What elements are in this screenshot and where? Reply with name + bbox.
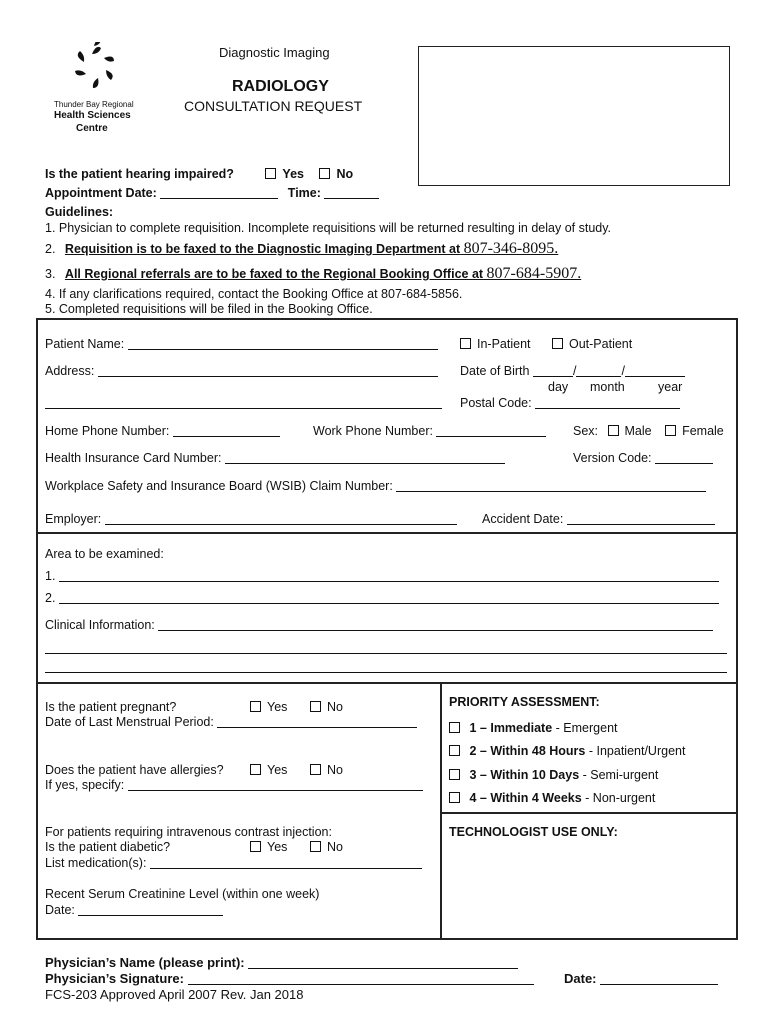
- dob-year-field[interactable]: [625, 365, 685, 377]
- health-card-row: Health Insurance Card Number:: [45, 451, 505, 465]
- department-label: Diagnostic Imaging: [219, 45, 330, 60]
- form-subtitle: CONSULTATION REQUEST: [184, 98, 363, 114]
- wsib-field[interactable]: [396, 480, 706, 492]
- physician-name-field[interactable]: [248, 957, 518, 969]
- hearing-no-checkbox[interactable]: [319, 168, 330, 179]
- physician-name-row: Physician’s Name (please print):: [45, 955, 518, 970]
- allergies-question: Does the patient have allergies? Yes No: [45, 763, 343, 777]
- address-row: Address:: [45, 364, 438, 378]
- allergies-specify-field[interactable]: [128, 779, 423, 791]
- clinical-info-row: Clinical Information:: [45, 618, 713, 632]
- priority-2-checkbox[interactable]: [449, 745, 460, 756]
- address-field-2[interactable]: [45, 396, 442, 410]
- physician-signature-row: Physician’s Signature:: [45, 971, 534, 986]
- guideline-3: 3. All Regional referrals are to be faxed to the Regional Booking Office at 807-684-5907.: [45, 265, 582, 282]
- area-examined-label: Area to be examined:: [45, 547, 164, 561]
- out-patient-checkbox[interactable]: [552, 338, 563, 349]
- dob-year-label: year: [658, 380, 683, 394]
- priority-heading: PRIORITY ASSESSMENT:: [449, 695, 600, 709]
- pregnant-yes-checkbox[interactable]: [250, 701, 261, 712]
- version-code-field[interactable]: [655, 452, 713, 464]
- medications-field[interactable]: [150, 857, 422, 869]
- creatinine-date-row: Date:: [45, 903, 223, 917]
- signature-date-row: Date:: [564, 971, 718, 986]
- wsib-row: Workplace Safety and Insurance Board (WSIB) Claim Number:: [45, 479, 706, 493]
- guideline-2: 2. Requisition is to be faxed to the Diagnostic Imaging Department at 807-346-8095.: [45, 240, 559, 257]
- appointment-time-field[interactable]: [324, 187, 379, 199]
- allergies-no-checkbox[interactable]: [310, 764, 321, 775]
- hospital-logo: [50, 42, 142, 138]
- form-title: RADIOLOGY: [232, 78, 329, 95]
- patient-name-field[interactable]: [128, 338, 438, 350]
- accident-date-row: Accident Date:: [482, 512, 715, 526]
- form-code: FCS-203 Approved April 2007 Rev. Jan 2018: [45, 987, 304, 1002]
- signature-date-field[interactable]: [600, 973, 718, 985]
- clinical-info-line-3[interactable]: [45, 660, 727, 674]
- logo-line-3: Centre: [76, 123, 108, 134]
- appointment-date-field[interactable]: [160, 187, 278, 199]
- logo-line-2: Health Sciences: [54, 110, 131, 121]
- patient-type-options: In-Patient Out-Patient: [460, 337, 632, 351]
- work-phone-row: Work Phone Number:: [313, 424, 546, 438]
- diabetic-no-checkbox[interactable]: [310, 841, 321, 852]
- guideline-4: 4. If any clarifications required, contact the Booking Office at 807-684-5856.: [45, 287, 463, 301]
- medications-row: List medication(s):: [45, 856, 422, 870]
- priority-3-checkbox[interactable]: [449, 769, 460, 780]
- area-item-2-field[interactable]: [59, 592, 719, 604]
- home-phone-row: Home Phone Number:: [45, 424, 280, 438]
- logo-line-1: Thunder Bay Regional: [54, 100, 134, 109]
- dob-month-label: month: [590, 380, 625, 394]
- in-patient-checkbox[interactable]: [460, 338, 471, 349]
- technologist-heading: TECHNOLOGIST USE ONLY:: [449, 825, 618, 839]
- area-item-1: 1.: [45, 569, 719, 583]
- guidelines-heading: Guidelines:: [45, 205, 114, 219]
- physician-signature-field[interactable]: [188, 973, 534, 985]
- health-card-field[interactable]: [225, 452, 505, 464]
- diabetic-yes-checkbox[interactable]: [250, 841, 261, 852]
- address-field-1[interactable]: [98, 365, 438, 377]
- sex-row: Sex: Male Female: [573, 424, 724, 438]
- creatinine-date-field[interactable]: [78, 904, 223, 916]
- allergies-specify-row: If yes, specify:: [45, 778, 423, 792]
- contrast-label: For patients requiring intravenous contrast injection:: [45, 825, 332, 839]
- dob-day-field[interactable]: [533, 365, 573, 377]
- patient-name-row: Patient Name:: [45, 337, 438, 351]
- home-phone-field[interactable]: [173, 425, 280, 437]
- logo-mark-icon: [50, 42, 142, 98]
- creatinine-label: Recent Serum Creatinine Level (within one week): [45, 887, 320, 901]
- dob-row: Date of Birth / /: [460, 364, 685, 378]
- priority-4-checkbox[interactable]: [449, 792, 460, 803]
- allergies-yes-checkbox[interactable]: [250, 764, 261, 775]
- guideline-1: 1. Physician to complete requisition. Incomplete requisitions will be returned resulting in delay of study.: [45, 221, 612, 235]
- lmp-field[interactable]: [217, 716, 417, 728]
- diabetic-question: Is the patient diabetic? Yes No: [45, 840, 343, 854]
- dob-month-field[interactable]: [576, 365, 621, 377]
- priority-option-3[interactable]: 3 – Within 10 Days - Semi-urgent: [449, 768, 658, 782]
- hearing-yes-checkbox[interactable]: [265, 168, 276, 179]
- work-phone-field[interactable]: [436, 425, 546, 437]
- clinical-info-field[interactable]: [158, 619, 713, 631]
- pregnant-no-checkbox[interactable]: [310, 701, 321, 712]
- hearing-impaired-question: Is the patient hearing impaired? Yes No: [45, 167, 354, 181]
- pregnant-question: Is the patient pregnant? Yes No: [45, 700, 343, 714]
- appointment-row: Appointment Date: Time:: [45, 186, 379, 200]
- priority-1-checkbox[interactable]: [449, 722, 460, 733]
- employer-row: Employer:: [45, 512, 457, 526]
- priority-option-4[interactable]: 4 – Within 4 Weeks - Non-urgent: [449, 791, 655, 805]
- postal-code-field[interactable]: [535, 397, 680, 409]
- guideline-5: 5. Completed requisitions will be filed in the Booking Office.: [45, 302, 373, 316]
- female-checkbox[interactable]: [665, 425, 676, 436]
- lmp-row: Date of Last Menstrual Period:: [45, 715, 417, 729]
- priority-option-1[interactable]: 1 – Immediate - Emergent: [449, 721, 618, 735]
- patient-label-box: [418, 46, 730, 186]
- dob-day-label: day: [548, 380, 569, 394]
- area-item-1-field[interactable]: [59, 570, 719, 582]
- accident-date-field[interactable]: [567, 513, 715, 525]
- clinical-info-line-2[interactable]: [45, 641, 727, 655]
- postal-code-row: Postal Code:: [460, 396, 680, 410]
- male-checkbox[interactable]: [608, 425, 619, 436]
- priority-option-2[interactable]: 2 – Within 48 Hours - Inpatient/Urgent: [449, 744, 685, 758]
- area-item-2: 2.: [45, 591, 719, 605]
- version-code-row: Version Code:: [573, 451, 713, 465]
- employer-field[interactable]: [105, 513, 457, 525]
